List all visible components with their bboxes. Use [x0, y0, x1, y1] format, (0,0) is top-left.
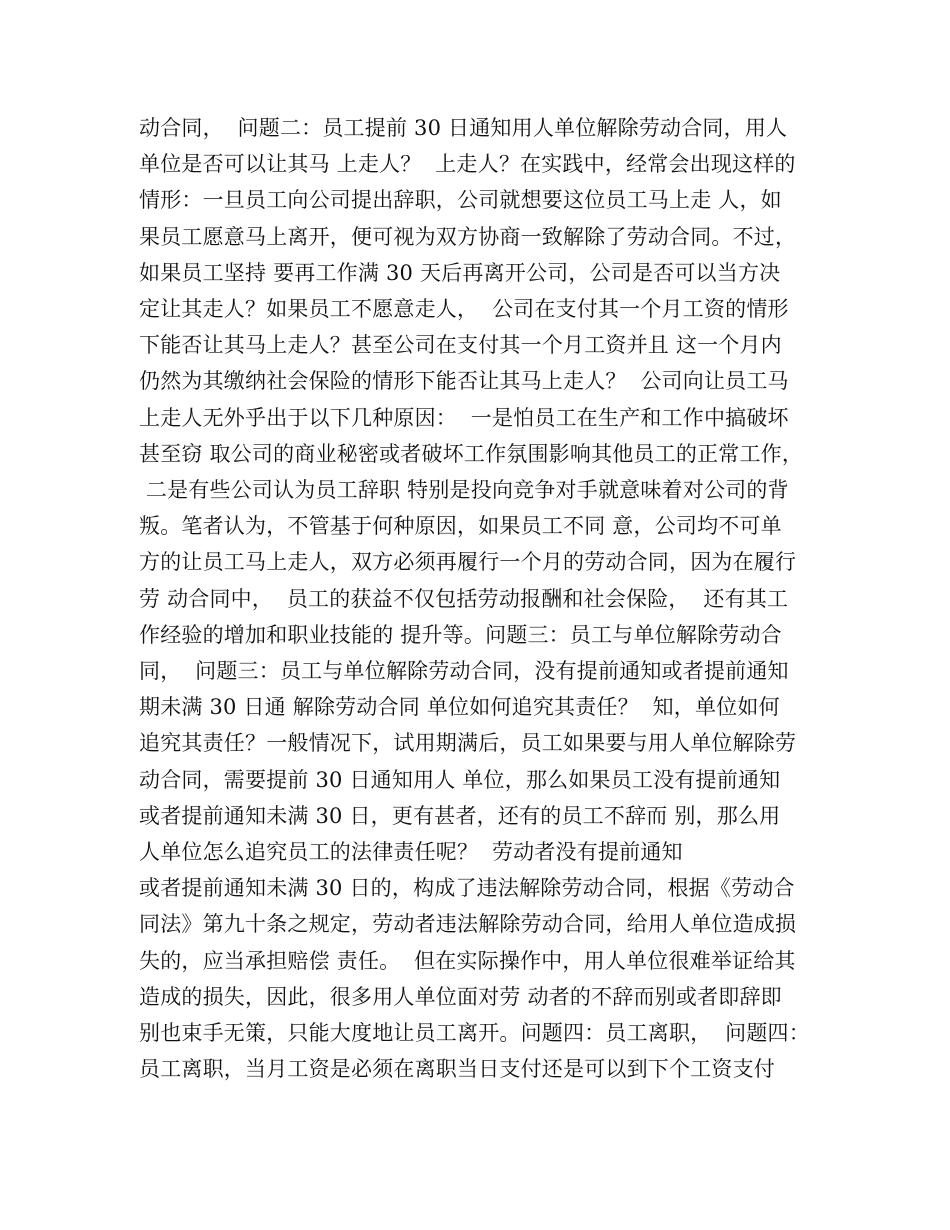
text-line-26: 别也束手无策，只能大度地让员工离开。问题四：员工离职， 问题四：: [139, 1021, 810, 1046]
text-line-1: 动合同， 问题二：员工提前 30 日通知用人单位解除劳动合同，用人: [139, 116, 788, 140]
text-line-24: 失的，应当承担赔偿 责任。 但在实际操作中，用人单位很难举证给其: [139, 948, 796, 973]
text-line-5: 如果员工坚持 要再工作满 30 天后再离开公司，公司是否可以当方决: [139, 260, 781, 285]
text-line-7: 下能否让其马上走人？甚至公司在支付其一个月工资并且 这一个月内: [139, 333, 782, 358]
text-line-21: 人单位怎么追究员工的法律责任呢？ 劳动者没有提前通知: [139, 840, 683, 865]
text-line-10: 甚至窃 取公司的商业秘密或者破坏工作氛围影响其他员工的正常工作，: [139, 441, 804, 466]
text-line-25: 造成的损失，因此，很多用人单位面对劳 动者的不辞而别或者即辞即: [139, 984, 782, 1009]
text-line-14: 劳 动合同中， 员工的获益不仅包括劳动报酬和社会保险， 还有其工: [139, 586, 789, 611]
body-text: [139, 110, 839, 1087]
text-line-4: 果员工愿意马上离开，便可视为双方协商一致解除了劳动合同。不过，: [139, 224, 797, 249]
text-line-13: 方的让员工马上走人，双方必须再履行一个月的劳动合同，因为在履行: [139, 550, 797, 575]
text-line-16: 同， 问题三：员工与单位解除劳动合同，没有提前通知或者提前通知: [139, 659, 789, 684]
text-line-11: 二是有些公司认为员工辞职 特别是投向竞争对手就意味着对公司的背: [139, 478, 789, 503]
text-line-3: 情形：一旦员工向公司提出辞职，公司就想要这位员工马上走 人，如: [139, 188, 782, 213]
text-line-27: 员工离职，当月工资是必须在离职当日支付还是可以到下个工资支付: [139, 1057, 775, 1082]
text-line-20: 或者提前通知未满 30 日，更有甚者，还有的员工不辞而 别，那么用: [139, 803, 781, 828]
text-line-18: 追究其责任？一般情况下，试用期满后，员工如果要与用人单位解除劳: [139, 731, 797, 756]
text-line-8: 仍然为其缴纳社会保险的情形下能否让其马上走人？ 公司向让员工马: [139, 369, 789, 394]
text-line-15: 作经验的增加和职业技能的 提升等。问题三：员工与单位解除劳动合: [139, 622, 782, 647]
text-line-23: 同法》第九十条之规定，劳动者违法解除劳动合同，给用人单位造成损: [139, 912, 797, 937]
text-line-2: 单位是否可以让其马 上走人？ 上走人？在实践中，经常会出现这样的: [139, 152, 796, 177]
text-line-12: 叛。笔者认为，不管基于何种原因，如果员工不同 意，公司均不可单: [139, 514, 782, 539]
text-line-9: 上走人无外乎出于以下几种原因： 一是怕员工在生产和工作中搞破坏: [139, 405, 789, 430]
text-line-19: 动合同，需要提前 30 日通知用人 单位，那么如果员工没有提前通知: [139, 767, 781, 792]
text-line-22: 或者提前通知未满 30 日的，构成了违法解除劳动合同，根据《劳动合: [139, 876, 795, 901]
text-line-6: 定让其走人？如果员工不愿意走人， 公司在支付其一个月工资的情形: [139, 297, 789, 322]
text-line-17: 期未满 30 日通 解除劳动合同 单位如何追究其责任？ 知，单位如何: [139, 695, 780, 720]
